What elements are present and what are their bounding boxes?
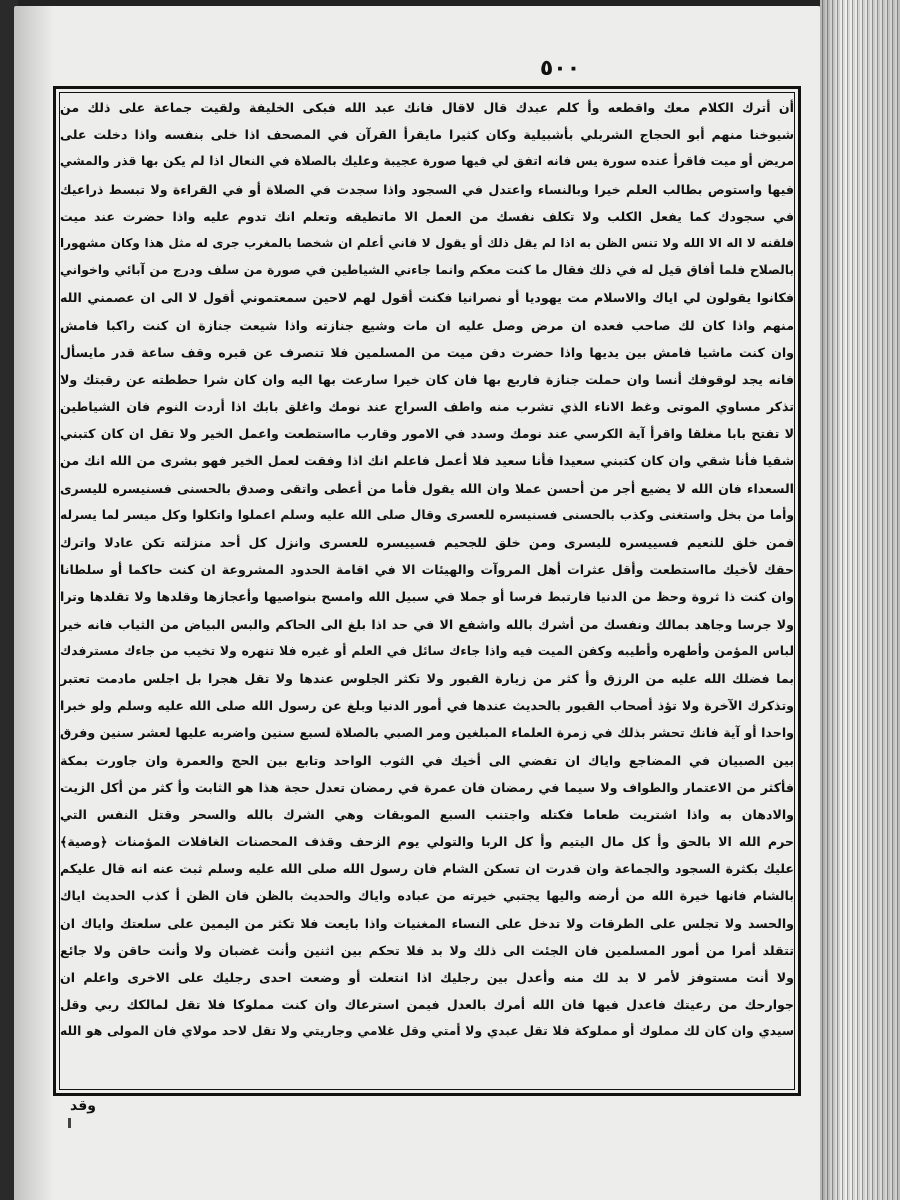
text-line: جوارحك من رعيتك فاعدل فيها فان الله أمرك بالعدل فيمن استرعاك وان كنت مملوكا فلا تقل لمالكك ربي وقل [60, 997, 794, 1013]
text-line: ولا أنت مستوفز لأمر لا بد لك منه وأعدل بين رجليك اذا انتعلت أو وضعت احدى رجليك على الاخرى واعلم ان [60, 970, 794, 985]
text-line: واحدا أو آية فانك تحشر بذلك في زمرة العلماء المبلغين ومر الصبي بالصلاة لسبع سنين واضربه عليها لعشر سنين وفرق [60, 725, 794, 741]
text-line: لا تفتح بابا مغلقا واقرأ آية الكرسي عند نومك وسدد في الامور وقارب مااستطعت واعمل الخير ولا تقل ان كان كتبني [60, 426, 794, 442]
text-line: منهم واذا كان لك صاحب فعده ان مرض وصل عليه ان مات وشيع جنازته واذا شيعت جنازة ان كنت راكبا فامش [60, 317, 794, 333]
text-line: ولا جرسا وجاهد بمالك ونفسك من أشرك بالله واشفع الا في حد اذا بلغ الى الحاكم والبس البياض من الثياب فانه خير [60, 616, 794, 632]
text-line: عليك بكثرة السجود والجماعة وان قدرت ان تسكن الشام فان رسول الله صلى الله عليه وسلم ثبت عنه انه قال عليكم [60, 861, 794, 877]
text-line: في سجودك كما يفعل الكلب ولا تكلف نفسك من العمل الا ماتطيقه وتعلم انك تدوم عليه واذا حضرت عند ميت [60, 208, 794, 224]
text-line: بين الصبيان في المضاجع واياك ان تفضي الى أخيك في الثوب الواحد وتابع بين الحج والعمرة وان جاورت بمكة [60, 752, 794, 768]
text-line: وأما من بخل واستغنى وكذب بالحسنى فسنيسره للعسرى وقال صلى الله عليه وسلم اعملوا واتكلوا وكل ميسر لما يسرله [60, 507, 794, 522]
text-line: والحسد ولا تجلس على الطرقات ولا تدخل على النساء المغنيات واذا بايعت فلا تكثر من اليمين على سلعتك واياك ان [60, 915, 794, 931]
text-line: حرم الله الا بالحق وأ كل مال اليتيم وأ كل الربا والتولي يوم الزحف وقذف المحصنات الغافلات المؤمنات ﴿وصية﴾ [60, 834, 794, 850]
text-line: وان كنت ماشيا فامش بين يديها واذا حضرت دفن ميت من المسلمين فلا تنصرف عن قبره وقف ساعة قدر مايسأل [60, 344, 794, 360]
text-line: حقك لأخيك مااستطعت وأقل عثرات أهل المروآت والهيئات الا في اقامة الحدود المشروعة ان كنت حاكما أو سلطانا [60, 562, 794, 578]
text-line: تذكر مساوي الموتى وغط الاناء الذي تشرب منه واطف السراج عند نومك واغلق بابك اذا أردت النوم فان الشياطين [60, 399, 794, 415]
text-line: فمن خلق للنعيم فسييسره لليسرى ومن خلق للجحيم فسييسره للعسرى وانزل كل أحد منزلته تكن عادلا واترك [60, 535, 794, 550]
text-line: تتقلد أمرا من أمور المسلمين فان الجئت الى ذلك ولا بد فلا تحكم بين اثنين وأنت غضبان ولا وأنت حاقن ولا جائع [60, 942, 794, 958]
text-line: فأكثر من الاعتمار والطواف ولا سيما في رمضان فان عمرة في رمضان تعدل حجة هذا هو الثابت وأ كثر من أكل الزيت [60, 779, 794, 795]
text-line: فيها واستوص بطالب العلم خيرا وبالنساء واعتدل في السجود واذا سجدت في الصلاة أو في القراءة ولا تبسط ذراعيك [60, 181, 794, 197]
text-line: شيوخنا منهم أبو الحجاج الشربلي بأشبيلية وكان كثيرا مايقرأ القرآن في المصحف اذا خلى بنفسه واذا دخلت على [60, 127, 794, 143]
text-line: بالصلاح فلما أفاق قيل له في ذلك فقال ما كنت معكم وانما جاءني الشياطين في صورة من سلف ودرج من آبائي واخواني [60, 263, 794, 278]
text-line: السعداء فان الله لا يضيع أجر من أحسن عملا وان الله يقول فأما من أعطى واتقى وصدق بالحسنى فسنيسره لليسرى [60, 480, 794, 496]
text-line: فكانوا يقولون لي اياك والاسلام مت يهوديا أو نصرانيا فكنت أقول لهم لاحين سمعتموني أقول لا الى ان عصمني الله [60, 290, 794, 306]
text-block [60, 94, 794, 1090]
text-line: مريض أو ميت فاقرأ عنده سورة يس فانه اتفق لي فيها صورة عجيبة وعليك بالصلاة في النعال اذا لم يكن بها قذر والمشي [60, 154, 794, 169]
text-line: شقيا فأنا شقي وان كان كتبني سعيدا فأنا سعيد فلا أعمل فاعلم انك اذا وفقت لعمل الخير فهو بشرى من الله انك من [60, 453, 794, 469]
text-line: وتذكرك الآخرة ولا تؤذ أصحاب القبور بالحديث عندها في أمور الدنيا وبلغ عن رسول الله صلى الله عليه وسلم ولو خبرا [60, 698, 794, 714]
catchword: وقد [70, 1098, 96, 1114]
margin-mark [68, 1118, 71, 1128]
text-line: وان كنت ذا ثروة وحظ من الدنيا فارتبط فرسا أو جملا في سبيل الله وامسح بنواصيها وأعجازها وقلدها ولا تقلدها وترا [60, 589, 794, 605]
text-line: فلقنه لا اله الا الله ولا تنس الظن به اذا لم يقل ذلك أو يقول لا فاني أعلم ان شخصا بالمغرب جرى له مثل هذا وكان مشهورا [60, 235, 794, 250]
text-line: بالشام فانها خيرة الله من أرضه واليها يجتبي خيرته من عباده واياك والحديث بالظن فان الظن أ كذب الحديث اياك [60, 888, 794, 904]
text-line: فانه يجد لوقوفك أنسا وان حملت جنازة فاربع بها فان كان خيرا سارعت بها اليه وان كان شرا حططته عن رقبتك ولا [60, 371, 794, 387]
text-line: سيدي وان كان لك مملوك أو مملوكة فلا تقل عبدي ولا أمتي وقل غلامي وجاريتي ولا تقل لاحد مولاي فان المولى هو الله [60, 1024, 794, 1039]
text-line: والادهان به واذا اشتريت طعاما فكتله واجتنب السبع الموبقات وهي الشرك بالله والسحر وقتل النفس التي [60, 806, 794, 822]
text-line: بما فضلك الله عليه من الرزق وأ كثر من زيارة القبور ولا تكثر الجلوس عندها ولا تقل هجرا بل اجلس مادمت تعتبر [60, 670, 794, 686]
text-line: أن أترك الكلام معك واقطعه وأ كلم عبدك قال لاقال فانك عبد الله فبكى الخليفة ولقيت جماعة على ذلك من [60, 100, 794, 115]
text-line: لباس المؤمن وأطهره وأطيبه وكفن الميت فيه واذا جاءك سائل في العلم أو غيره فلا تنهره ولا تخيب من جاءك مسترفدك [60, 643, 794, 658]
stacked-page-edges [820, 0, 900, 1200]
page-number: ٥٠٠ [539, 56, 581, 81]
